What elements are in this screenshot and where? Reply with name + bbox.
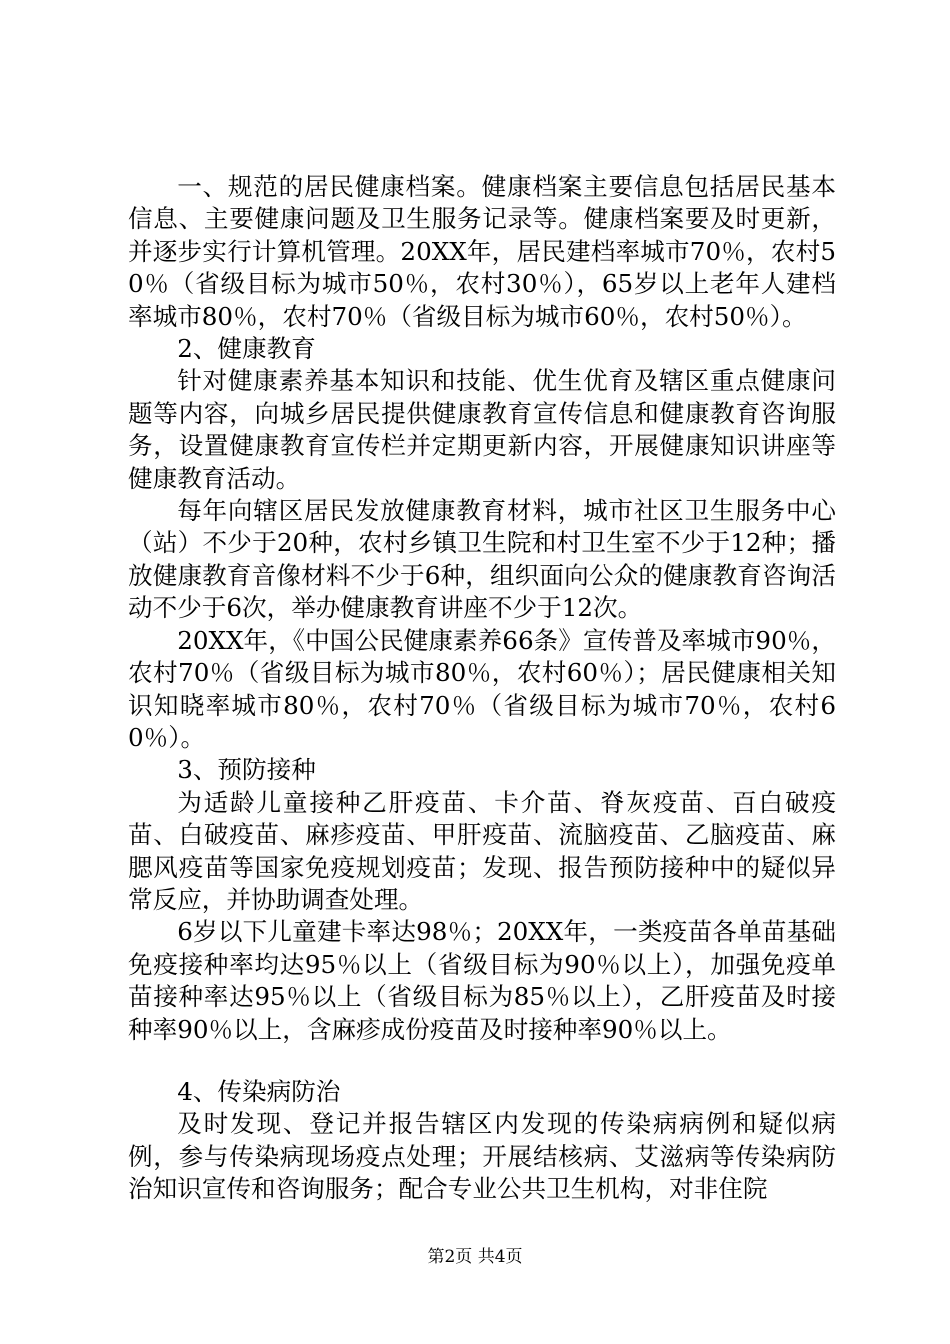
- heading-infectious-disease: 4、传染病防治: [177, 1076, 341, 1106]
- paragraph-spacer: [128, 1046, 836, 1076]
- document-body: [128, 171, 836, 1206]
- heading-health-education: 2、健康教育: [177, 334, 316, 364]
- paragraph-vaccination-targets: 6岁以下儿童建卡率达98％；20XX年，一类疫苗各单苗基础免疫接种率均达95％以上（省级目标为90％以上），加强免疫单苗接种率达95％以上（省级目标为85％以上），乙肝疫苗及时接种率90％以上，含麻疹成份疫苗及时接种率90％以上。: [128, 917, 836, 1044]
- paragraph-health-records: 一、规范的居民健康档案。健康档案主要信息包括居民基本信息、主要健康问题及卫生服务记录等。健康档案要及时更新，并逐步实行计算机管理。20XX年，居民建档率城市70％，农村50％（省级目标为城市50％，农村30％），65岁以上老年人建档率城市80％，农村70％（省级目标为城市60％，农村50％）。: [128, 172, 836, 331]
- page-footer: 第2页 共4页: [427, 1247, 523, 1267]
- paragraph-health-education-content: 针对健康素养基本知识和技能、优生优育及辖区重点健康问题等内容，向城乡居民提供健康教育宣传信息和健康教育咨询服务，设置健康教育宣传栏并定期更新内容，开展健康知识讲座等健康教育活动。: [128, 366, 836, 493]
- heading-vaccination: 3、预防接种: [177, 755, 316, 785]
- paragraph-health-literacy-targets: 20XX年，《中国公民健康素养66条》宣传普及率城市90％，农村70％（省级目标为城市80％，农村60％）；居民健康相关知识知晓率城市80％，农村70％（省级目标为城市70％，农村60％）。: [128, 625, 836, 752]
- paragraph-infectious-disease-content: 及时发现、登记并报告辖区内发现的传染病病例和疑似病例，参与传染病现场疫点处理；开展结核病、艾滋病等传染病防治知识宣传和咨询服务；配合专业公共卫生机构，对非住院: [128, 1109, 836, 1204]
- paragraph-vaccination-content: 为适龄儿童接种乙肝疫苗、卡介苗、脊灰疫苗、百白破疫苗、白破疫苗、麻疹疫苗、甲肝疫苗、流脑疫苗、乙脑疫苗、麻腮风疫苗等国家免疫规划疫苗；发现、报告预防接种中的疑似异常反应，并协助调查处理。: [128, 787, 836, 914]
- paragraph-health-education-materials: 每年向辖区居民发放健康教育材料，城市社区卫生服务中心（站）不少于20种，农村乡镇卫生院和村卫生室不少于12种；播放健康教育音像材料不少于6种，组织面向公众的健康教育咨询活动不少于6次，举办健康教育讲座不少于12次。: [128, 496, 836, 623]
